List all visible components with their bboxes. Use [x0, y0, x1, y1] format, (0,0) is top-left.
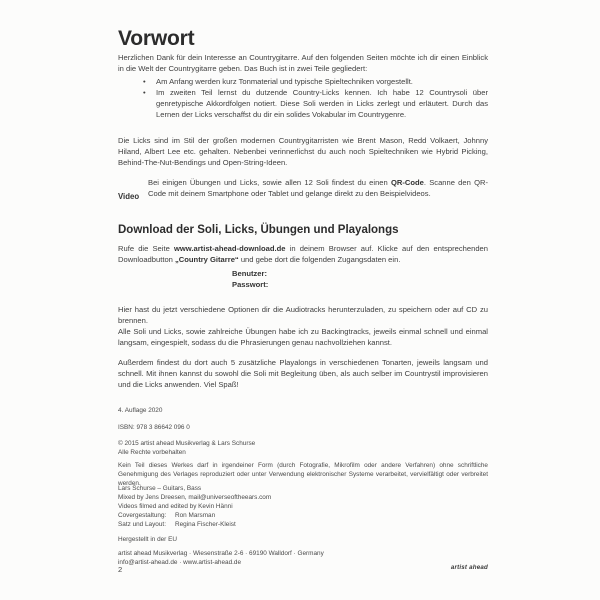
qr-text-post: . Scanne den QR-Code mit deinem Smartphone oder Tablet und gelange direkt zu den Beispielvideos.	[148, 177, 488, 198]
role-value: Regina Fischer-Kleist	[175, 521, 236, 528]
qr-text-pre: Bei einigen Übungen und Licks, sowie allen 12 Soli findest du einen	[148, 177, 391, 187]
video-margin-label: Video	[118, 192, 140, 201]
instr-text-2: in deinem Browser auf. Klicke auf den entsprechenden Downloadbutton	[118, 243, 488, 264]
qr-code-bold: QR-Code	[390, 177, 424, 187]
instr-text-1: Rufe die Seite	[118, 243, 174, 253]
download-instructions	[118, 243, 488, 265]
instr-text-3: und gebe dort die folgenden Zugangsdaten ein.	[238, 254, 401, 264]
legal-paragraph: Kein Teil dieses Werkes darf in irgendeiner Form (durch Fotografie, Mikrofilm oder andere Verfahren) ohne schriftliche Genehmigung des Verlages reproduziert oder unter Verwendung elektronischer Systeme verarbeitet, vervielfältigt oder verbreitet werden.	[118, 462, 488, 487]
copyright-line: © 2015 artist ahead Musikverlag & Lars Schurse	[118, 440, 256, 447]
password-label: Passwort:	[232, 280, 269, 289]
credit-line: Mixed by Jens Dreesen, mail@universeoftheears.com	[118, 494, 272, 501]
download-url: www.artist-ahead-download.de	[173, 243, 286, 253]
credit-line: Lars Schurse – Guitars, Bass	[118, 485, 202, 492]
credits-block	[118, 484, 488, 511]
role-row	[118, 520, 488, 529]
publisher-contact: info@artist-ahead.de · www.artist-ahead.de	[118, 559, 242, 566]
credit-line: Videos filmed and edited by Kevin Hänni	[118, 503, 233, 510]
isbn-line: ISBN: 978 3 86642 096 0	[118, 424, 190, 431]
playalongs-paragraph: Außerdem findest du dort auch 5 zusätzliche Playalongs in verschiedenen Tonarten, jeweils langsam und schnell. Mit ihnen kannst du sowohl die Soli mit Begleitung üben, als auch selber im Countrystil improvisieren und die Licks anwenden. Viel Spaß!	[118, 357, 488, 389]
role-label: Satz und Layout:	[118, 521, 166, 528]
made-in-line: Hergestellt in der EU	[118, 536, 177, 543]
rights-line: Alle Rechte vorbehalten	[118, 449, 186, 456]
options-paragraph: Hier hast du jetzt verschiedene Optionen dir die Audiotracks herunterzuladen, zu speichern oder auf CD zu brennen.	[118, 304, 488, 325]
role-row	[118, 511, 488, 520]
edition-line: 4. Auflage 2020	[118, 407, 163, 414]
copyright-block	[118, 439, 488, 457]
role-value: Ron Marsman	[175, 512, 216, 519]
role-label: Covergestaltung:	[118, 512, 167, 519]
page-title: Vorwort	[118, 27, 195, 51]
licks-paragraph: Die Licks sind im Stil der großen modernen Countrygitarristen wie Brent Mason, Redd Volkaert, Johnny Hiland, Albert Lee etc. gehalten. Nebenbei verinnerlichst du auch noch Spieltechniken wie Hybrid Picking, Behind-The-Nut-Bendings und Open-String-Ideen.	[118, 135, 488, 167]
intro-paragraph: Herzlichen Dank für dein Interesse an Countrygitarre. Auf den folgenden Seiten möchte ich dir einen Einblick in die Welt der Countrygitarre geben. Das Buch ist in zwei Teile gegliedert:	[118, 52, 488, 73]
page-number: 2	[118, 565, 123, 574]
backingtracks-paragraph: Alle Soli und Licks, sowie zahlreiche Übungen habe ich zu Backingtracks, jeweils einmal schnell und einmal langsam, eingespielt, sodass du die Phrasierungen genau nachvollziehen kannst.	[118, 326, 488, 347]
user-label: Benutzer:	[232, 269, 268, 278]
publisher-address: artist ahead Musikverlag · Wiesenstraße 2-6 · 69190 Walldorf · Germany	[118, 550, 324, 557]
bullet-list	[143, 76, 488, 120]
roles-block	[118, 511, 488, 529]
publisher-logo: artist ahead	[450, 564, 488, 571]
bullet-item: • Im zweiten Teil lernst du dutzende Country-Licks kennen. Ich habe 12 Countrysoli über genretypische Akkordfolgen notiert. Diese Soli werden in Licks zerlegt und erläutert. Durch das Lernen der Licks verschaffst du dir ein solides Vokabular im Countrygenre.	[143, 87, 488, 120]
download-button-name: „Country Gitarre“	[175, 254, 239, 264]
bullet-item: • Am Anfang werden kurz Tonmaterial und typische Spieltechniken vorgestellt.	[143, 76, 488, 87]
download-heading: Download der Soli, Licks, Übungen und Playalongs	[118, 223, 399, 236]
